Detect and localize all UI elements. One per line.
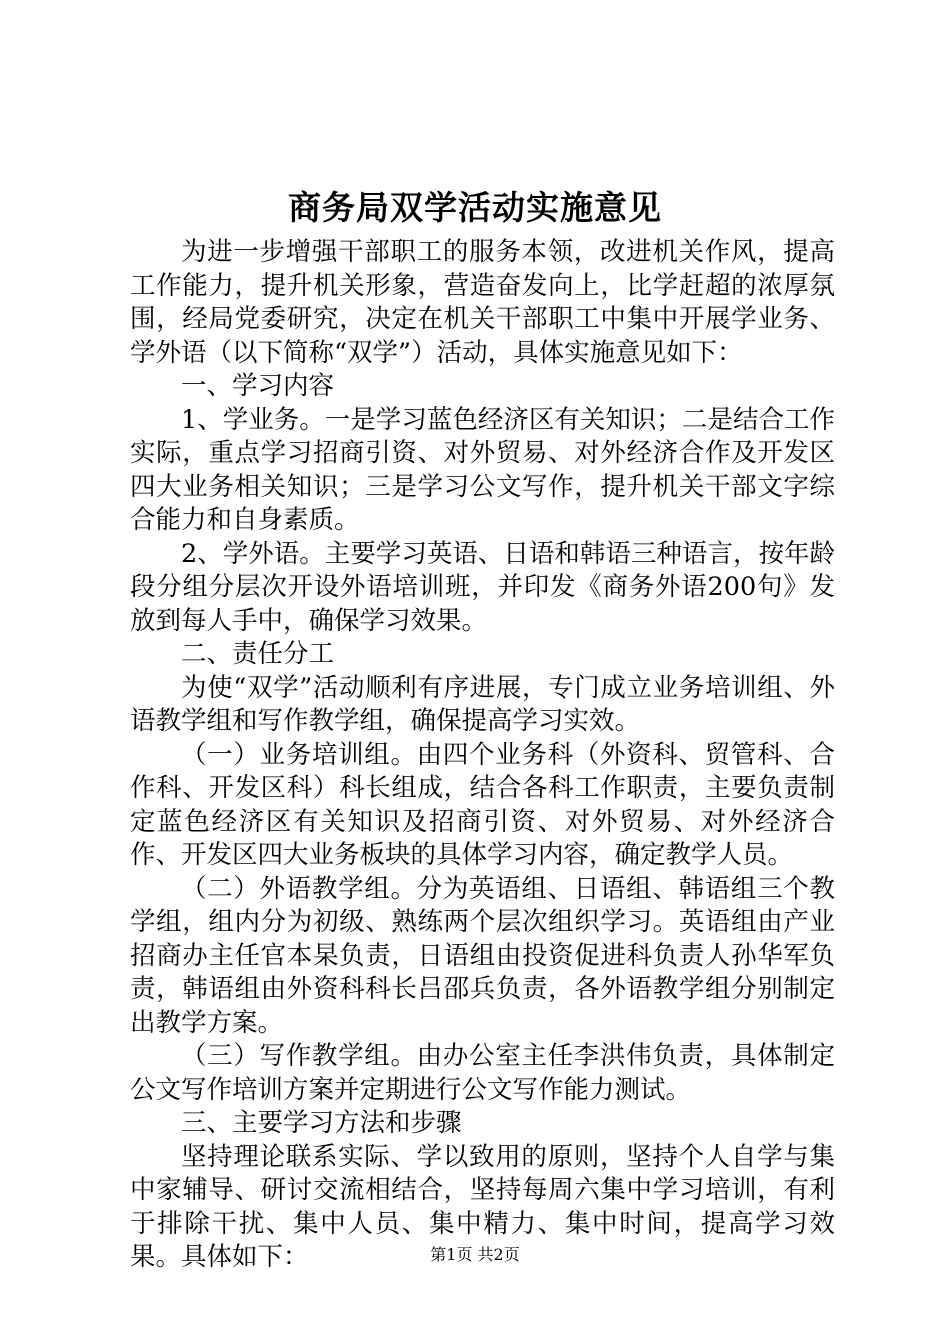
paragraph-responsibility-intro: 为使“双学”活动顺利有序进展，专门成立业务培训组、外语教学组和写作教学组，确保提高学习实效。 <box>130 672 835 736</box>
paragraph-language-group: （二）外语教学组。分为英语组、日语组、韩语组三个教学组，组内分为初级、熟练两个层次组织学习。英语组由产业招商办主任官本杲负责，日语组由投资促进科负责人孙华军负责，韩语组由外资科科长吕邵兵负责，各外语教学组分别制定出教学方案。 <box>130 873 835 1038</box>
paragraph-study-business: 1、学业务。一是学习蓝色经济区有关知识；二是结合工作实际，重点学习招商引资、对外贸易、对外经济合作及开发区四大业务相关知识；三是学习公文写作，提升机关干部文字综合能力和自身素质。 <box>130 404 835 535</box>
paragraph-study-language: 2、学外语。主要学习英语、日语和韩语三种语言，按年龄段分组分层次开设外语培训班，并印发《商务外语200句》发放到每人手中，确保学习效果。 <box>130 538 835 636</box>
document-body <box>130 236 835 1275</box>
page-number-footer: 第1页 共2页 <box>430 1245 520 1264</box>
section-heading-1: 一、学习内容 <box>181 371 335 401</box>
paragraph-writing-group: （三）写作教学组。由办公室主任李洪伟负责，具体制定公文写作培训方案并定期进行公文写作能力测试。 <box>130 1041 835 1105</box>
section-heading-2: 二、责任分工 <box>181 639 335 669</box>
paragraph-methods: 坚持理论联系实际、学以致用的原则，坚持个人自学与集中家辅导、研讨交流相结合，坚持每周六集中学习培训，有利于排除干扰、集中人员、集中精力、集中时间，提高学习效果。具体如下： <box>130 1141 835 1272</box>
section-heading-3: 三、主要学习方法和步骤 <box>181 1108 462 1138</box>
paragraph-intro: 为进一步增强干部职工的服务本领，改进机关作风，提高工作能力，提升机关形象，营造奋发向上，比学赶超的浓厚氛围，经局党委研究，决定在机关干部职工中集中开展学业务、学外语（以下简称“双学”）活动，具体实施意见如下： <box>130 237 835 368</box>
paragraph-business-group: （一）业务培训组。由四个业务科（外资科、贸管科、合作科、开发区科）科长组成，结合各科工作职责，主要负责制定蓝色经济区有关知识及招商引资、对外贸易、对外经济合作、开发区四大业务板块的具体学习内容，确定教学人员。 <box>130 739 835 870</box>
document-title: 商务局双学活动实施意见 <box>288 188 662 227</box>
